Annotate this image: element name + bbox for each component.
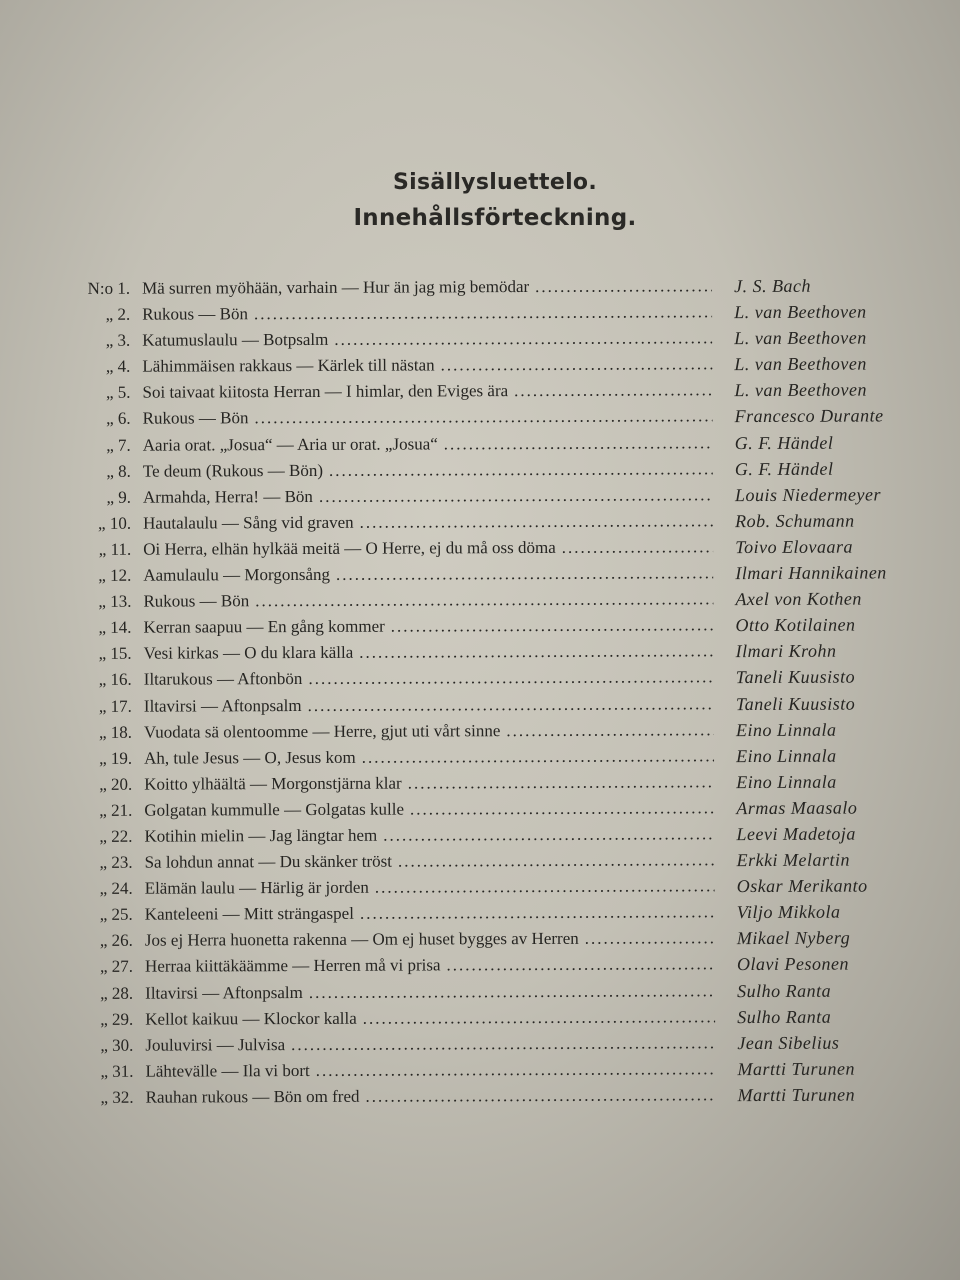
toc-entry	[73, 1003, 923, 1033]
entry-title-cell	[142, 273, 712, 301]
leader-dots	[334, 325, 712, 353]
entry-composer: Mikael Nyberg	[736, 927, 851, 949]
toc-entry	[73, 977, 923, 1007]
entry-number: „ 27.	[99, 957, 134, 977]
leader-dots	[254, 404, 712, 432]
toc-entry	[73, 951, 923, 981]
entry-title: Vesi kirkas — O du klara källa	[143, 643, 354, 663]
entry-composer: Taneli Kuusisto	[735, 693, 856, 714]
entry-number: „ 10.	[97, 513, 132, 533]
entry-composer: Jean Sibelius	[737, 1032, 840, 1053]
heading-swedish: Innehållsförteckning.	[353, 205, 637, 231]
leader-dots	[308, 665, 713, 693]
entry-number: „ 9.	[106, 487, 132, 507]
entry-number: „ 7.	[106, 435, 131, 455]
entry-number: „ 32.	[100, 1087, 134, 1107]
leader-dots	[365, 1082, 715, 1110]
entry-title-cell	[143, 612, 713, 640]
entry-number: „ 28.	[100, 983, 134, 1003]
entry-title-cell	[143, 560, 713, 588]
entry-title-cell	[145, 899, 715, 927]
entry-composer: Ilmari Hannikainen	[735, 562, 887, 584]
entry-composer: Eino Linnala	[736, 745, 837, 766]
entry-title-cell	[143, 508, 713, 536]
entry-number: „ 20.	[99, 774, 133, 794]
toc-entry	[73, 899, 923, 929]
leader-dots	[375, 873, 715, 900]
leader-dots	[362, 743, 715, 771]
entry-composer: Olavi Pesonen	[736, 954, 850, 975]
entry-title-cell	[142, 351, 712, 379]
entry-composer: Sulho Ranta	[737, 1006, 832, 1027]
toc-entry	[72, 638, 922, 668]
leader-dots	[360, 508, 714, 536]
leader-dots	[329, 456, 713, 484]
entry-title-cell	[145, 847, 715, 875]
entry-composer: Axel von Kothen	[735, 588, 862, 610]
entry-title: Rukous — Bön	[142, 304, 249, 324]
entry-title: Te deum (Rukous — Bön)	[142, 460, 324, 481]
entry-title-cell	[145, 952, 715, 980]
leader-dots	[316, 1056, 716, 1084]
leader-dots	[309, 978, 715, 1006]
entry-title-cell	[142, 378, 712, 406]
toc-entry	[71, 612, 921, 642]
entry-title: Iltavirsi — Aftonpsalm	[145, 982, 303, 1003]
entry-title: Rauhan rukous — Bön om fred	[145, 1086, 360, 1107]
leader-dots	[336, 560, 713, 588]
entry-composer: L. van Beethoven	[734, 327, 867, 349]
entry-title: Sa lohdun annat — Du skänker tröst	[144, 851, 393, 872]
toc-entry	[71, 533, 921, 563]
entry-title-cell	[144, 639, 714, 667]
entry-title: Jouluvirsi — Julvisa	[145, 1034, 286, 1055]
leader-dots	[391, 612, 714, 639]
leader-dots	[360, 899, 715, 927]
toc-entry	[71, 429, 921, 459]
entry-number: „ 19.	[99, 748, 133, 768]
entry-number: „ 5.	[105, 383, 131, 403]
entry-composer: Toivo Elovaara	[735, 536, 854, 558]
entry-number: „ 4.	[105, 357, 131, 377]
entry-composer: Leevi Madetoja	[736, 823, 856, 845]
toc-entry	[72, 690, 922, 720]
leader-dots	[308, 691, 714, 719]
toc-entry	[72, 742, 922, 772]
entry-title: Kotihin mielin — Jag längtar hem	[144, 825, 378, 846]
entry-composer: Otto Kotilainen	[735, 614, 856, 636]
entry-title-cell	[144, 691, 714, 719]
leader-dots	[444, 430, 713, 457]
entry-number: „ 16.	[98, 670, 132, 690]
entry-composer: Oskar Merikanto	[736, 875, 868, 897]
entry-title: Mä surren myöhään, varhain — Hur än jag mig bemödar	[142, 276, 530, 298]
toc-entry	[72, 716, 922, 746]
entry-composer: L. van Beethoven	[734, 353, 867, 375]
entry-composer: Viljo Mikkola	[736, 901, 841, 923]
toc-entry	[70, 298, 920, 328]
entry-number: „ 3.	[105, 330, 131, 351]
entry-number: „ 26.	[99, 931, 133, 951]
leader-dots	[363, 1004, 716, 1032]
entry-title: Lähtevälle — Ila vi bort	[145, 1060, 310, 1081]
entry-number: „ 21.	[99, 800, 133, 820]
entry-title-cell	[144, 821, 714, 849]
entry-composer: L. van Beethoven	[734, 379, 868, 401]
leader-dots	[291, 1030, 715, 1058]
entry-composer: Ilmari Krohn	[735, 640, 837, 662]
entry-title-cell	[143, 482, 713, 510]
toc-entry	[73, 846, 923, 876]
entry-number: „ 12.	[98, 565, 132, 585]
entry-composer: L. van Beethoven	[734, 301, 867, 323]
entry-title: Aaria orat. „Josua“ — Aria ur orat. „Josua“	[142, 433, 438, 455]
toc-entry	[71, 481, 921, 511]
leader-dots	[446, 952, 715, 979]
entry-number: N:o 1.	[87, 278, 131, 298]
entry-number: „ 14.	[98, 617, 132, 638]
entry-number: „ 31.	[100, 1061, 134, 1081]
table-of-contents	[70, 272, 924, 1111]
entry-title: Elämän laulu — Härlig är jorden	[144, 877, 369, 898]
entry-title-cell	[143, 456, 713, 484]
entry-title: Iltarukous — Aftonbön	[143, 669, 303, 690]
entry-number: „ 29.	[100, 1009, 134, 1029]
heading-finnish: Sisällysluettelo.	[392, 170, 598, 195]
leader-dots	[410, 795, 714, 822]
entry-title-cell	[143, 430, 713, 458]
leader-dots	[408, 769, 715, 796]
entry-number: „ 2.	[105, 304, 131, 324]
toc-entry	[71, 455, 921, 485]
entry-title-cell	[144, 717, 714, 745]
entry-title-cell	[144, 795, 714, 823]
entry-title: Soi taivaat kiitosta Herran — I himlar, den Eviges ära	[142, 381, 509, 403]
entry-composer: Eino Linnala	[735, 719, 837, 740]
entry-title-cell	[145, 873, 715, 901]
entry-title: Armahda, Herra! — Bön	[142, 486, 313, 507]
toc-entry	[72, 768, 922, 798]
entry-composer: Eino Linnala	[736, 771, 837, 792]
leader-dots	[398, 847, 715, 874]
entry-title-cell	[145, 978, 715, 1006]
entry-title-cell	[142, 325, 712, 353]
toc-entry	[70, 272, 920, 302]
toc-entry	[71, 507, 921, 537]
entry-title-cell	[145, 1004, 715, 1032]
entry-composer: Sulho Ranta	[737, 980, 832, 1001]
toc-entry	[74, 1081, 924, 1111]
leader-dots	[359, 639, 713, 667]
toc-entry	[73, 1055, 923, 1085]
leader-dots	[585, 926, 715, 953]
entry-composer: G. F. Händel	[734, 458, 834, 479]
entry-title: Katumuslaulu — Botpsalm	[142, 330, 329, 350]
toc-entry	[72, 820, 922, 850]
entry-composer: Martti Turunen	[737, 1084, 856, 1106]
entry-title: Iltavirsi — Aftonpsalm	[143, 695, 302, 716]
entry-number: „ 8.	[106, 461, 131, 481]
toc-entry	[73, 925, 923, 955]
entry-number: „ 18.	[98, 722, 133, 742]
entry-title-cell	[142, 299, 712, 327]
leader-dots	[319, 482, 713, 510]
entry-composer: Martti Turunen	[737, 1058, 856, 1079]
entry-composer: Rob. Schumann	[735, 510, 855, 531]
entry-composer: Francesco Durante	[734, 405, 884, 427]
entry-composer: Louis Niedermeyer	[734, 484, 881, 505]
entry-number: „ 30.	[100, 1035, 134, 1055]
entry-number: „ 17.	[98, 696, 132, 716]
entry-number: „ 22.	[99, 826, 133, 846]
entry-composer: G. F. Händel	[734, 432, 834, 453]
leader-dots	[254, 299, 712, 327]
entry-title-cell	[143, 534, 713, 562]
toc-entry	[73, 1029, 923, 1059]
entry-title-cell	[144, 769, 714, 797]
entry-title: Rukous — Bön	[143, 591, 250, 611]
toc-entry	[71, 585, 921, 615]
entry-title: Golgatan kummulle — Golgatas kulle	[144, 799, 405, 820]
entry-number: „ 11.	[98, 539, 132, 559]
entry-title: Kerran saapuu — En gång kommer	[143, 616, 385, 637]
entry-composer: Armas Maasalo	[736, 797, 858, 818]
leader-dots	[514, 378, 712, 405]
leader-dots	[255, 586, 713, 614]
entry-composer: Taneli Kuusisto	[735, 666, 856, 688]
leader-dots	[441, 351, 713, 378]
entry-number: „ 24.	[99, 878, 133, 899]
entry-title: Lähimmäisen rakkaus — Kärlek till nästan	[142, 355, 435, 376]
entry-composer: J. S. Bach	[734, 275, 812, 297]
leader-dots	[562, 534, 714, 561]
toc-entry	[73, 872, 923, 902]
entry-title: Koitto ylhäältä — Morgonstjärna klar	[144, 773, 402, 794]
entry-composer: Erkki Melartin	[736, 849, 851, 871]
entry-title: Kanteleeni — Mitt strängaspel	[144, 904, 354, 924]
leader-dots	[535, 273, 712, 300]
entry-title-cell	[144, 665, 714, 693]
toc-entry	[72, 794, 922, 824]
entry-title-cell	[145, 1030, 715, 1058]
leader-dots	[506, 717, 714, 744]
entry-number: „ 13.	[98, 591, 132, 612]
entry-title: Rukous — Bön	[142, 408, 249, 429]
entry-title-cell	[145, 1056, 715, 1084]
entry-title: Herraa kiittäkäämme — Herren må vi prisa	[144, 955, 441, 977]
toc-entry	[70, 324, 920, 354]
entry-title: Oi Herra, elhän hylkää meitä — O Herre, ej du må oss döma	[143, 537, 556, 559]
entry-number: „ 15.	[98, 644, 132, 664]
entry-number: „ 23.	[99, 852, 133, 872]
toc-entry	[72, 664, 922, 694]
entry-title-cell	[146, 1082, 716, 1110]
entry-title: Kellot kaikuu — Klockor kalla	[145, 1008, 357, 1029]
toc-entry	[71, 403, 921, 433]
toc-entry	[71, 559, 921, 589]
entry-title-cell	[145, 926, 715, 954]
entry-title: Aamulaulu — Morgonsång	[143, 564, 331, 585]
entry-title-cell	[143, 404, 713, 432]
leader-dots	[383, 821, 714, 848]
entry-number: „ 25.	[99, 904, 133, 925]
entry-number: „ 6.	[106, 409, 131, 429]
entry-title-cell	[144, 743, 714, 771]
entry-title: Jos ej Herra huonetta rakenna — Om ej huset bygges av Herren	[144, 929, 579, 951]
entry-title-cell	[143, 586, 713, 614]
entry-title: Ah, tule Jesus — O, Jesus kom	[144, 747, 356, 768]
toc-entry	[70, 351, 920, 381]
toc-entry	[70, 377, 920, 407]
entry-title: Vuodata sä olentoomme — Herre, gjut uti vårt sinne	[143, 720, 501, 742]
entry-title: Hautalaulu — Sång vid graven	[143, 512, 354, 533]
